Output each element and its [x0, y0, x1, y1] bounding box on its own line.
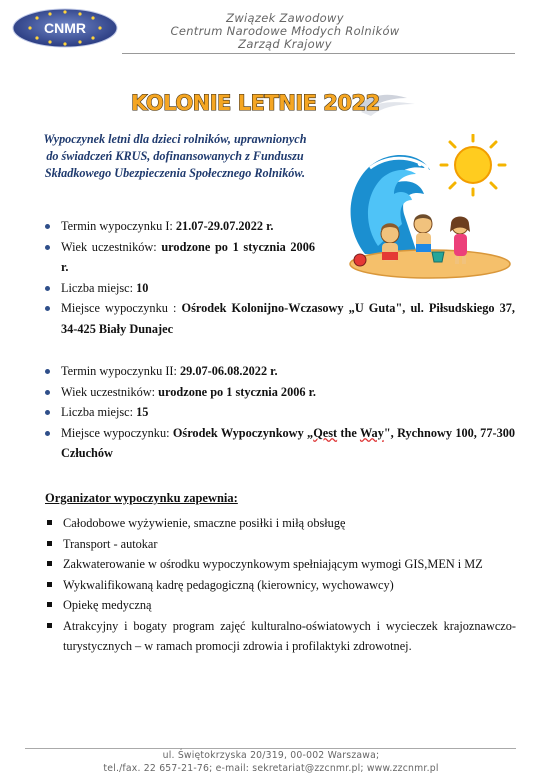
list-item	[45, 423, 515, 464]
termin-value: 29.07-06.08.2022 r.	[180, 364, 278, 378]
wiek-value: urodzone po 1 stycznia 2006 r.	[158, 384, 316, 399]
footer-address: ul. Świętokrzyska 20/319, 00-002 Warszawa;	[162, 750, 380, 761]
list-item	[45, 278, 515, 299]
miejsca-value: 10	[136, 280, 149, 295]
list-item: Transport - autokar	[46, 534, 516, 555]
list-item: Wykwalifikowaną kadrę pedagogiczną (kierownicy, wychowawcy)	[46, 575, 516, 596]
wiek-label: Wiek uczestników:	[61, 384, 159, 399]
org-line-3: Zarząd Krajowy	[238, 37, 332, 51]
cnmr-logo	[12, 8, 118, 48]
intro-line-2: do świadczeń KRUS, dofinansowanych z Funduszu	[46, 149, 304, 163]
list-item	[45, 361, 515, 382]
termin-value: 21.07-29.07.2022 r.	[175, 219, 274, 233]
miejsce-label: Miejsce wypoczynku:	[61, 425, 173, 440]
miejsce-value-part: Ośrodek Wypoczynkowy „	[172, 425, 314, 440]
intro-line-3: Składkowego Ubezpieczenia Społecznego Rolników.	[44, 166, 306, 180]
list-item: Zakwaterowanie w ośrodku wypoczynkowym spełniającym wymogi GIS,MEN i MZ	[46, 554, 516, 575]
list-item	[45, 382, 515, 403]
miejsce-value-part: the	[337, 425, 360, 440]
termin-label: Termin wypoczynku II:	[61, 364, 180, 378]
list-item: Opiekę medyczną	[46, 595, 516, 616]
letterhead	[0, 0, 542, 58]
termin-label: Termin wypoczynku I:	[61, 219, 176, 233]
list-item	[45, 298, 515, 339]
list-item: Całodobowe wyżywienie, smaczne posiłki i miłą obsługę	[46, 513, 516, 534]
miejsce-value-part: ", Rychnowy 100, 77-300 Człuchów	[61, 425, 516, 460]
title-text: KOLONIE LETNIE 2022	[131, 91, 380, 115]
list-item	[45, 216, 515, 237]
wiek-label: Wiek uczestników:	[61, 239, 162, 254]
miejsca-label: Liczba miejsc:	[61, 280, 137, 295]
miejsca-value: 15	[136, 405, 149, 419]
spellcheck-word: Qest	[313, 425, 338, 440]
intro-line-1: Wypoczynek letni dla dzieci rolników, uprawnionych	[43, 132, 307, 146]
miejsca-label: Liczba miejsc:	[61, 405, 137, 419]
list-item: Atrakcyjny i bogaty program zajęć kulturalno-oświatowych i wycieczek krajoznawczo-turystycznych – w ramach promocji zdrowia i profilaktyki zdrowotnej.	[46, 616, 516, 657]
org-line-1: Związek Zawodowy	[226, 11, 344, 25]
org-line-2: Centrum Narodowe Młodych Rolników	[170, 24, 400, 38]
organizer-list	[46, 513, 516, 657]
organization-name	[120, 12, 450, 51]
header-divider	[122, 53, 515, 54]
logo-text: CNMR	[44, 20, 86, 36]
turnus-2-details	[45, 361, 515, 464]
footer-contact: tel./fax. 22 657-21-76; e-mail: sekretariat@zzcnmr.pl; www.zzcnmr.pl	[103, 763, 439, 774]
wiek-value: urodzone po 1 stycznia 2006 r.	[61, 239, 316, 274]
turnus-1-details	[45, 216, 515, 339]
organizer-heading: Organizator wypoczynku zapewnia:	[45, 491, 238, 505]
footer	[0, 749, 542, 775]
list-item	[45, 402, 515, 423]
miejsce-value: Ośrodek Kolonijno-Wczasowy „U Guta", ul. Piłsudskiego 37, 34-425 Biały Dunajec	[61, 301, 516, 336]
sun-icon	[441, 135, 505, 195]
intro-text	[25, 131, 325, 182]
spellcheck-word: Way	[359, 425, 384, 440]
page-title	[125, 84, 425, 120]
list-item	[45, 237, 515, 278]
miejsce-label: Miejsce wypoczynku :	[61, 301, 182, 315]
